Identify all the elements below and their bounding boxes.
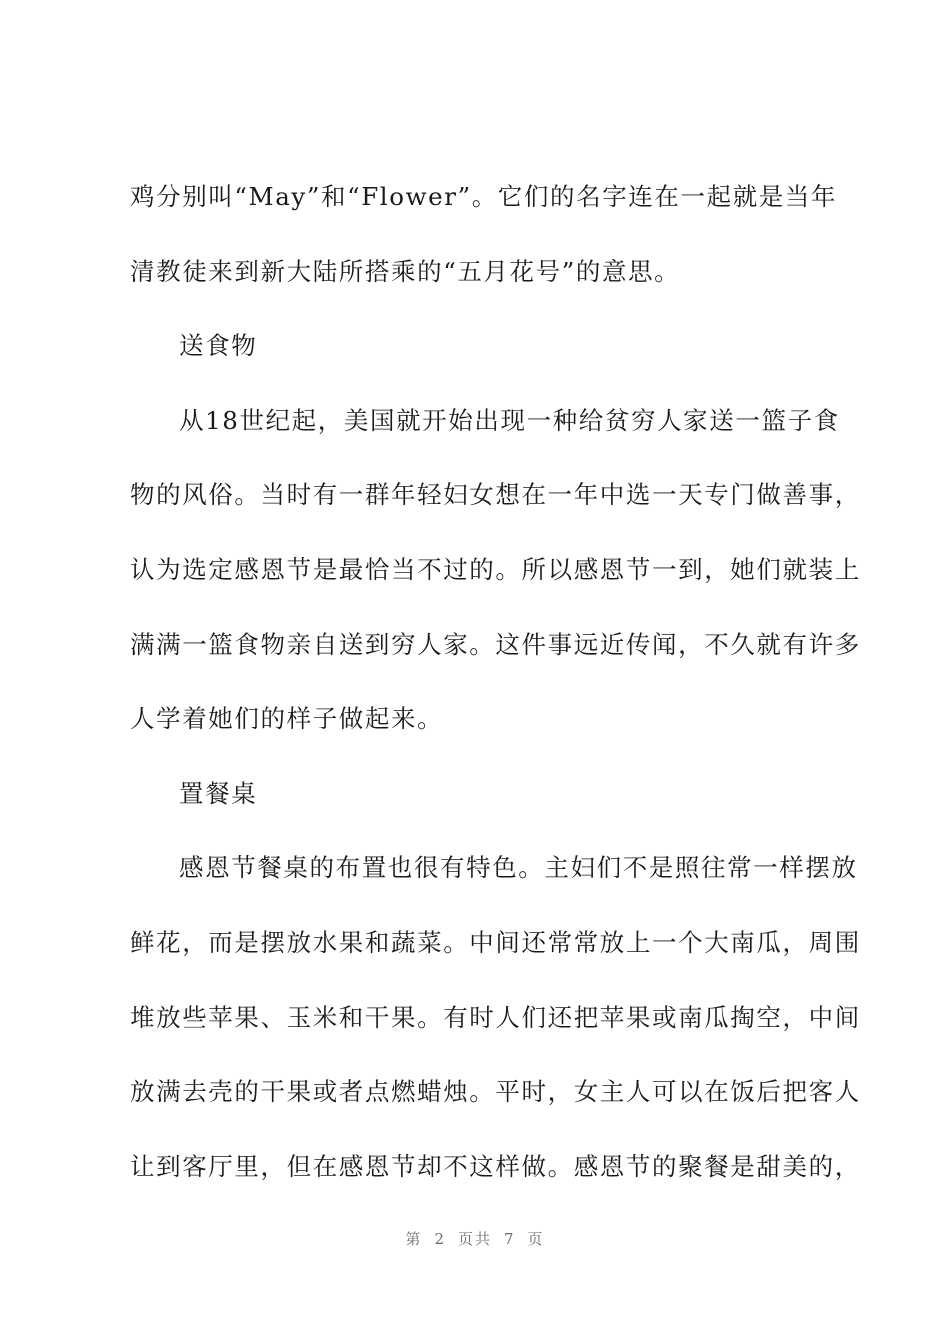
- text-line: 堆放些苹果、玉米和干果。有时人们还把苹果或南瓜掏空，中间: [130, 1002, 861, 1032]
- text-line: 感恩节餐桌的布置也很有特色。主妇们不是照往常一样摆放: [179, 853, 858, 883]
- text-line: 放满去壳的干果或者点燃蜡烛。平时，女主人可以在饭后把客人: [130, 1077, 861, 1107]
- section-heading-table: 置餐桌: [179, 778, 258, 808]
- page-footer: [0, 1228, 950, 1249]
- text-line: 鸡分别叫“May”和“Flower”。它们的名字连在一起就是当年: [130, 182, 838, 211]
- text-line: 从18世纪起，美国就开始出现一种给贫穷人家送一篮子食: [179, 405, 840, 435]
- footer-total-pages: 7: [504, 1230, 516, 1248]
- footer-current-page: 2: [434, 1230, 446, 1248]
- text-line: 清教徒来到新大陆所搭乘的“五月花号”的意思。: [130, 256, 681, 286]
- text-line: 人学着她们的样子做起来。: [130, 704, 444, 734]
- text-line: 满满一篮食物亲自送到穷人家。这件事远近传闻，不久就有许多: [130, 629, 861, 659]
- section-heading-food: 送食物: [179, 331, 258, 361]
- text-line: 鲜花，而是摆放水果和蔬菜。中间还常常放上一个大南瓜，周围: [130, 927, 861, 957]
- body-text: [130, 168, 861, 1212]
- footer-middle: 页共: [457, 1230, 492, 1248]
- text-line: 物的风俗。当时有一群年轻妇女想在一年中选一天专门做善事，: [130, 480, 861, 510]
- text-line: 让到客厅里，但在感恩节却不这样做。感恩节的聚餐是甜美的，: [130, 1151, 861, 1181]
- text-line: 认为选定感恩节是最恰当不过的。所以感恩节一到，她们就装上: [130, 554, 861, 584]
- footer-prefix: 第: [405, 1230, 423, 1248]
- footer-suffix: 页: [527, 1230, 545, 1248]
